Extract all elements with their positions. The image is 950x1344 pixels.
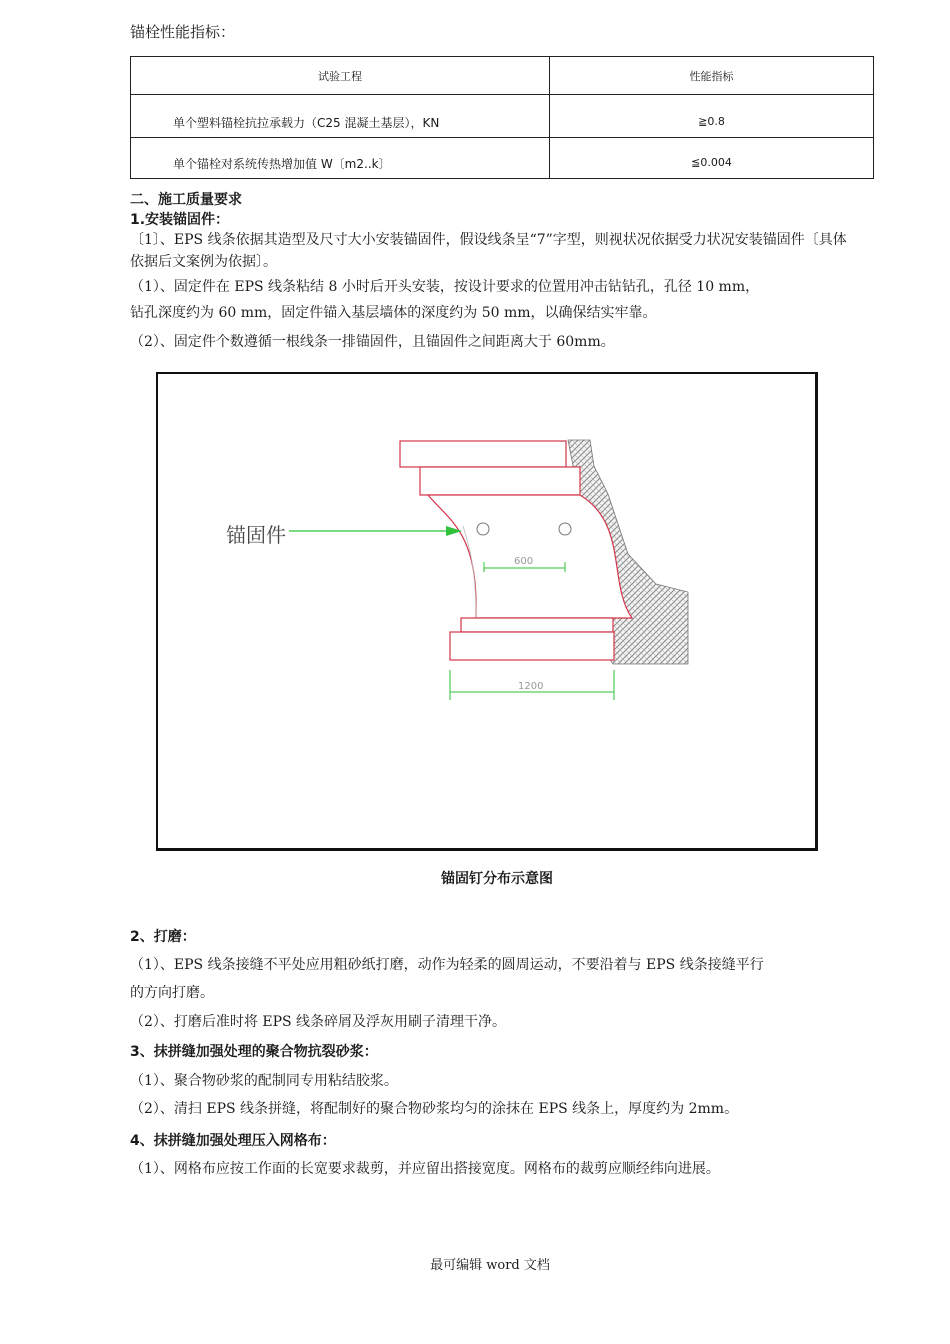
section-heading-mortar: 3、抹拼缝加强处理的聚合物抗裂砂浆： bbox=[130, 1044, 378, 1060]
molding-base-band bbox=[450, 632, 614, 660]
paragraph-install-1: 〔1〕、EPS 线条依据其造型及尺寸大小安装锚固件，假设线条呈“7”字型，则视状况依据受力状况安装锚固件〔具体依据后文案例为依据〕。 bbox=[130, 232, 847, 270]
paragraph-grind-1a: （1）、EPS 线条接缝不平处应用粗砂纸打磨，动作为轻柔的圆周运动，不要沿着与 EPS 线条接缝平行 bbox=[130, 957, 764, 973]
table-cell-item: 单个塑料锚栓抗拉承载力（C25 混凝土基层），KN bbox=[173, 115, 440, 130]
top-title: 锚栓性能指标： bbox=[130, 23, 236, 41]
anchor-label: 锚固件 bbox=[226, 523, 286, 547]
anchor-spec-table bbox=[130, 56, 874, 179]
dim-small-label: 600 bbox=[514, 556, 534, 567]
paragraph-install-2b: 钻孔深度约为 60 mm，固定件锚入基层墙体的深度约为 50 mm，以确保结实牢靠。 bbox=[130, 305, 657, 321]
figure-caption: 锚固钉分布示意图 bbox=[441, 871, 553, 887]
anchor-hole bbox=[559, 523, 571, 535]
paragraph-grind-2: （2）、打磨后准时将 EPS 线条碎屑及浮灰用刷子清理干净。 bbox=[130, 1014, 507, 1030]
table-header-spec: 性能指标 bbox=[550, 57, 874, 95]
table-cell-value: ≦0.004 bbox=[550, 138, 874, 179]
section-heading-mesh: 4、抹拼缝加强处理压入网格布： bbox=[130, 1133, 336, 1149]
figure-frame bbox=[156, 372, 818, 851]
anchor-layout-drawing bbox=[158, 374, 815, 848]
table-header-item: 试验工程 bbox=[131, 57, 550, 95]
paragraph-install-3: （2）、固定件个数遵循一根线条一排锚固件，且锚固件之间距离大于 60mm。 bbox=[130, 334, 615, 350]
table-cell-item: 单个锚栓对系统传热增加值 W〔m2..k〕 bbox=[173, 156, 391, 171]
table-row bbox=[131, 95, 874, 138]
paragraph-mesh-1: （1）、网格布应按工作面的长宽要求裁剪，并应留出搭接宽度。网格布的裁剪应顺经纬向进展。 bbox=[130, 1161, 720, 1177]
section-heading-grind: 2、打磨： bbox=[130, 929, 196, 945]
molding-lower-band bbox=[461, 618, 613, 632]
page-footer: 最可编辑 word 文档 bbox=[430, 1258, 550, 1273]
paragraph-install-2a: （1）、固定件在 EPS 线条粘结 8 小时后开头安装，按设计要求的位置用冲击钻钻孔，孔径 10 mm， bbox=[130, 279, 760, 295]
anchor-hole bbox=[477, 523, 489, 535]
molding-second-band bbox=[420, 467, 580, 495]
section-heading-quality: 二、施工质量要求 bbox=[130, 192, 242, 208]
table-row bbox=[131, 138, 874, 179]
paragraph-grind-1b: 的方向打磨。 bbox=[130, 985, 214, 1001]
paragraph-mortar-2: （2）、清扫 EPS 线条拼缝，将配制好的聚合物砂浆均匀的涂抹在 EPS 线条上，厚度约为 2mm。 bbox=[130, 1101, 739, 1117]
subheading-anchor-install: 1.安装锚固件： bbox=[130, 212, 230, 228]
paragraph-mortar-1: （1）、聚合物砂浆的配制同专用粘结胶浆。 bbox=[130, 1073, 398, 1089]
table-cell-value: ≧0.8 bbox=[550, 95, 874, 138]
dim-large-label: 1200 bbox=[518, 681, 544, 692]
molding-top-band bbox=[400, 441, 566, 467]
